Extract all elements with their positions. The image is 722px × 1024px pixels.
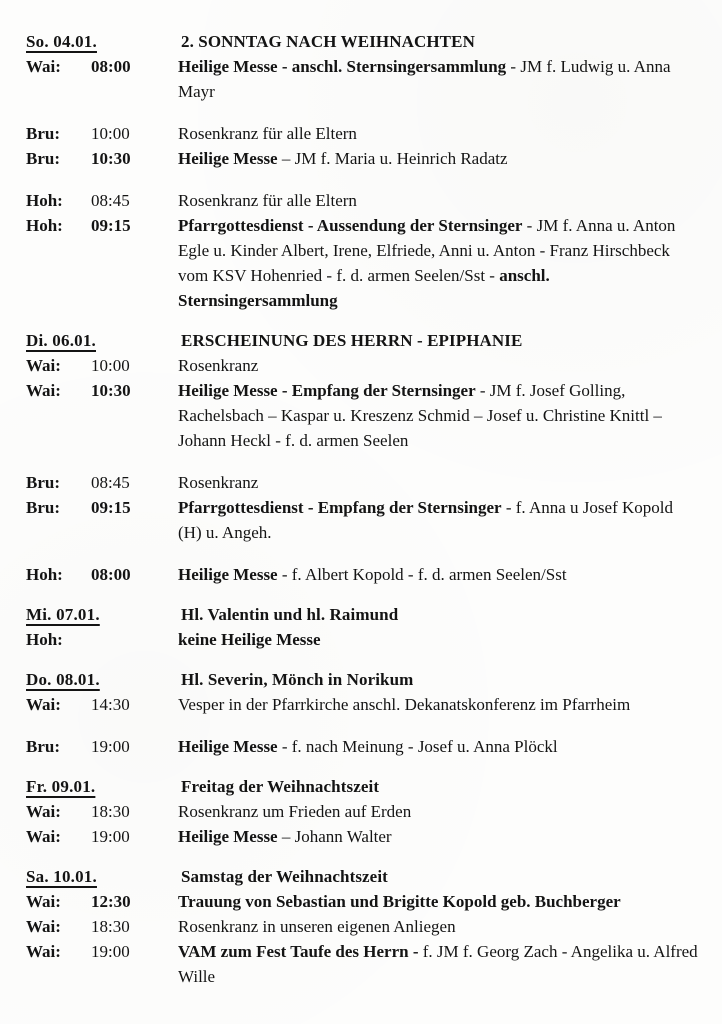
location-label: Wai:: [26, 827, 61, 846]
time-label: 09:15: [91, 216, 131, 235]
location-label: Wai:: [26, 942, 61, 961]
time-label: 12:30: [91, 892, 131, 911]
schedule-row: [26, 627, 700, 652]
date-text: Do. 08.01.: [26, 670, 100, 689]
schedule-row: [26, 824, 700, 849]
entry-group: [26, 692, 700, 717]
schedule-row: [26, 121, 700, 146]
entry-segment: - f. Anna u Josef Kopold (H) u. Angeh.: [178, 498, 673, 542]
time-label: 08:00: [91, 57, 131, 76]
day-block: [26, 864, 700, 989]
entry-text: [178, 939, 700, 989]
schedule-row: [26, 914, 700, 939]
day-title: Freitag der Weihnachtszeit: [181, 777, 380, 796]
schedule-row: [26, 213, 700, 313]
schedule-row: [26, 939, 700, 989]
entry-group: [26, 799, 700, 849]
time-label: 09:15: [91, 498, 131, 517]
entry-segment: – JM f. Maria u. Heinrich Radatz: [277, 149, 508, 168]
day-header-row: [26, 328, 700, 353]
schedule-row: [26, 562, 700, 587]
entry-segment: Vesper in der Pfarrkirche anschl. Dekanatskonferenz im Pfarrheim: [178, 695, 631, 714]
entry-text: [178, 824, 700, 849]
entry-segment-bold: Heilige Messe: [178, 149, 278, 168]
entry-group: [26, 627, 700, 652]
entry-segment: - JM f. Anna u. Anton Egle u. Kinder Albert, Irene, Elfriede, Anni u. Anton - Franz Hirschbeck vom KSV Hohenried - f. d. armen Seelen/Sst -: [178, 216, 676, 285]
schedule-row: [26, 692, 700, 717]
location-label: Bru:: [26, 473, 60, 492]
time-label: 19:00: [91, 737, 130, 756]
location-label: Wai:: [26, 57, 61, 76]
entry-group: [26, 889, 700, 989]
entry-segment: - f. nach Meinung - Josef u. Anna Plöckl: [277, 737, 558, 756]
time-label: 10:00: [91, 356, 130, 375]
entry-group: [26, 353, 700, 453]
location-label: Wai:: [26, 356, 61, 375]
entry-group: [26, 470, 700, 545]
location-label: Bru:: [26, 124, 60, 143]
entry-segment-bold: Heilige Messe: [178, 827, 278, 846]
entry-text: [178, 121, 700, 146]
entry-segment: – Johann Walter: [277, 827, 392, 846]
location-label: Bru:: [26, 737, 60, 756]
date-label: [26, 29, 178, 54]
location-label: Hoh:: [26, 630, 63, 649]
entry-text: [178, 914, 700, 939]
time-label: 18:30: [91, 917, 130, 936]
entry-text: [178, 562, 700, 587]
time-label: 14:30: [91, 695, 130, 714]
date-text: Di. 06.01.: [26, 331, 96, 350]
day-title: Samstag der Weihnachtszeit: [181, 867, 388, 886]
day-title: Hl. Severin, Mönch in Norikum: [181, 670, 414, 689]
schedule-row: [26, 734, 700, 759]
date-label: [26, 602, 178, 627]
entry-segment-bold: Pfarrgottesdienst - Empfang der Sternsinger: [178, 498, 502, 517]
entry-group: [26, 188, 700, 313]
location-label: Wai:: [26, 381, 61, 400]
location-label: Hoh:: [26, 565, 63, 584]
entry-segment: - JM f. Josef Golling, Rachelsbach – Kaspar u. Kreszenz Schmid – Josef u. Christine Knittl – Johann Heckl - f. d. armen Seelen: [178, 381, 662, 450]
day-block: [26, 774, 700, 849]
day-header-row: [26, 864, 700, 889]
day-header-row: [26, 667, 700, 692]
time-label: 08:45: [91, 191, 130, 210]
schedule-row: [26, 378, 700, 453]
location-label: Hoh:: [26, 216, 63, 235]
entry-segment: Rosenkranz für alle Eltern: [178, 124, 357, 143]
location-label: Wai:: [26, 802, 61, 821]
entry-segment-bold: VAM zum Fest Taufe des Herrn -: [178, 942, 419, 961]
entry-segment-bold: Heilige Messe - anschl. Sternsingersammlung: [178, 57, 507, 76]
day-title: ERSCHEINUNG DES HERRN - EPIPHANIE: [181, 331, 523, 350]
day-block: [26, 602, 700, 652]
schedule-row: [26, 54, 700, 104]
entry-segment: Rosenkranz: [178, 473, 259, 492]
location-label: Wai:: [26, 892, 61, 911]
schedule: [26, 29, 700, 989]
day-header-row: [26, 602, 700, 627]
date-text: Sa. 10.01.: [26, 867, 97, 886]
day-header-row: [26, 29, 700, 54]
location-label: Bru:: [26, 498, 60, 517]
entry-group: [26, 562, 700, 587]
entry-text: [178, 353, 700, 378]
entry-segment: f. JM f. Georg Zach - Angelika u. Alfred Wille: [178, 942, 698, 986]
location-label: Hoh:: [26, 191, 63, 210]
entry-text: [178, 799, 700, 824]
entry-segment-bold: Heilige Messe - Empfang der Sternsinger: [178, 381, 476, 400]
schedule-row: [26, 188, 700, 213]
entry-segment-bold: anschl. Sternsingersammlung: [178, 266, 550, 310]
date-text: Mi. 07.01.: [26, 605, 100, 624]
day-header-row: [26, 774, 700, 799]
schedule-row: [26, 889, 700, 914]
day-title: 2. SONNTAG NACH WEIHNACHTEN: [181, 32, 475, 51]
schedule-row: [26, 353, 700, 378]
time-label: 10:30: [91, 149, 131, 168]
entry-text: [178, 146, 700, 171]
day-title: Hl. Valentin und hl. Raimund: [181, 605, 399, 624]
entry-segment: Rosenkranz um Frieden auf Erden: [178, 802, 412, 821]
date-text: Fr. 09.01.: [26, 777, 96, 796]
date-text: So. 04.01.: [26, 32, 97, 51]
time-label: 10:00: [91, 124, 130, 143]
entry-text: [178, 734, 700, 759]
entry-segment-bold: Pfarrgottesdienst - Aussendung der Sternsinger: [178, 216, 523, 235]
date-label: [26, 667, 178, 692]
entry-segment: - JM f. Ludwig u. Anna Mayr: [178, 57, 671, 101]
entry-text: [178, 54, 700, 104]
location-label: Wai:: [26, 917, 61, 936]
time-label: 10:30: [91, 381, 131, 400]
day-block: [26, 29, 700, 313]
time-label: 19:00: [91, 942, 130, 961]
day-block: [26, 667, 700, 759]
entry-segment: - f. Albert Kopold - f. d. armen Seelen/Sst: [277, 565, 567, 584]
entry-segment-bold: Trauung von Sebastian und Brigitte Kopold geb. Buchberger: [178, 892, 621, 911]
schedule-row: [26, 146, 700, 171]
date-label: [26, 864, 178, 889]
entry-group: [26, 121, 700, 171]
entry-text: [178, 188, 700, 213]
date-label: [26, 328, 178, 353]
entry-segment: Rosenkranz: [178, 356, 259, 375]
entry-segment-bold: Heilige Messe: [178, 737, 278, 756]
entry-segment-bold: Heilige Messe: [178, 565, 278, 584]
entry-text: [178, 889, 700, 914]
entry-group: [26, 54, 700, 104]
entry-segment-bold: keine Heilige Messe: [178, 630, 321, 649]
schedule-row: [26, 799, 700, 824]
location-label: Bru:: [26, 149, 60, 168]
time-label: 08:45: [91, 473, 130, 492]
schedule-row: [26, 470, 700, 495]
time-label: 18:30: [91, 802, 130, 821]
entry-segment: Rosenkranz in unseren eigenen Anliegen: [178, 917, 456, 936]
schedule-row: [26, 495, 700, 545]
time-label: 08:00: [91, 565, 131, 584]
day-block: [26, 328, 700, 587]
location-label: Wai:: [26, 695, 61, 714]
entry-group: [26, 734, 700, 759]
entry-text: [178, 470, 700, 495]
date-label: [26, 774, 178, 799]
entry-text: [178, 692, 700, 717]
entry-text: [178, 627, 700, 652]
time-label: 19:00: [91, 827, 130, 846]
entry-text: [178, 378, 700, 453]
entry-segment: Rosenkranz für alle Eltern: [178, 191, 357, 210]
entry-text: [178, 495, 700, 545]
entry-text: [178, 213, 700, 313]
